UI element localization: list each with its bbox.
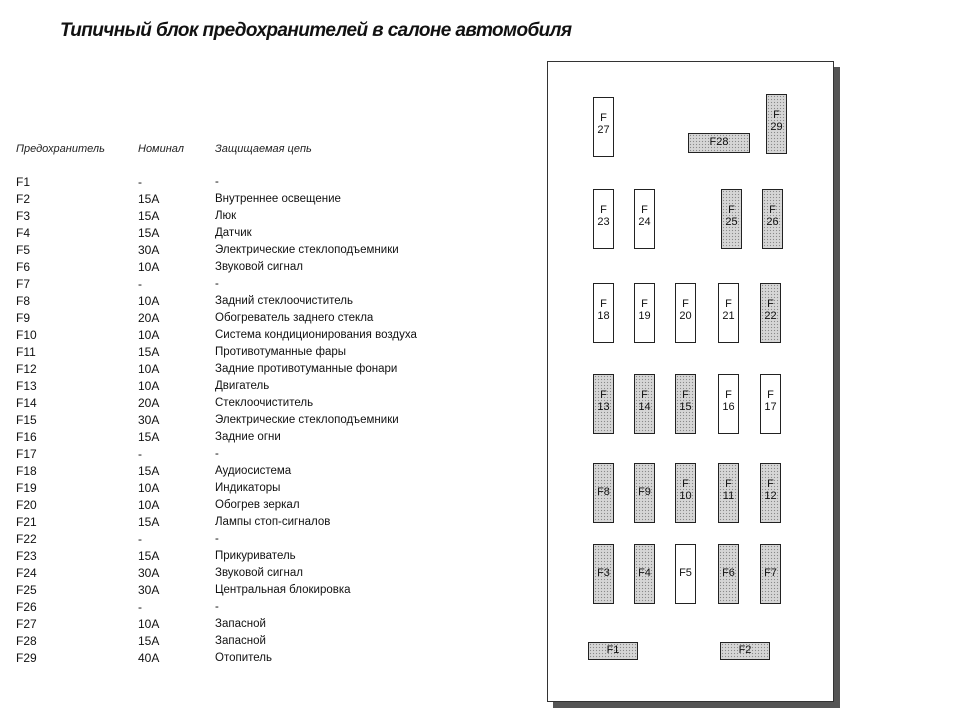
fuse-f11[interactable]: F 11 bbox=[718, 463, 739, 523]
fuse-f10[interactable]: F 10 bbox=[675, 463, 696, 523]
row-circuit: Люк bbox=[215, 210, 237, 222]
row-rating: 40A bbox=[138, 651, 160, 665]
row-circuit: Электрические стеклоподъемники bbox=[215, 414, 399, 426]
table-row bbox=[16, 464, 516, 481]
row-rating: 10A bbox=[138, 328, 160, 342]
row-circuit: Система кондиционирования воздуха bbox=[215, 329, 417, 341]
table-row bbox=[16, 209, 516, 226]
table-row bbox=[16, 498, 516, 515]
row-id: F12 bbox=[16, 362, 37, 376]
row-id: F17 bbox=[16, 447, 37, 461]
fuse-f20[interactable]: F 20 bbox=[675, 283, 696, 343]
row-rating: 30A bbox=[138, 583, 160, 597]
fuse-f4[interactable]: F4 bbox=[634, 544, 655, 604]
header-fuse: Предохранитель bbox=[16, 143, 105, 155]
table-row bbox=[16, 226, 516, 243]
page-title: Типичный блок предохранителей в салоне автомобиля bbox=[60, 20, 572, 41]
fuse-f3[interactable]: F3 bbox=[593, 544, 614, 604]
row-id: F16 bbox=[16, 430, 37, 444]
row-circuit: Запасной bbox=[215, 618, 266, 630]
fuse-f26[interactable]: F 26 bbox=[762, 189, 783, 249]
row-rating: 15A bbox=[138, 345, 160, 359]
row-id: F9 bbox=[16, 311, 31, 325]
row-circuit: Стеклоочиститель bbox=[215, 397, 314, 409]
table-row bbox=[16, 328, 516, 345]
row-circuit: Прикуриватель bbox=[215, 550, 296, 562]
table-row bbox=[16, 413, 516, 430]
row-rating: - bbox=[138, 175, 142, 189]
row-circuit: Задние огни bbox=[215, 431, 281, 443]
row-rating: 30A bbox=[138, 413, 160, 427]
row-id: F2 bbox=[16, 192, 31, 206]
row-rating: 15A bbox=[138, 464, 160, 478]
table-row bbox=[16, 617, 516, 634]
row-circuit: Электрические стеклоподъемники bbox=[215, 244, 399, 256]
row-id: F5 bbox=[16, 243, 31, 257]
row-circuit: Задние противотуманные фонари bbox=[215, 363, 398, 375]
table-row bbox=[16, 260, 516, 277]
row-rating: 15A bbox=[138, 515, 160, 529]
row-id: F22 bbox=[16, 532, 37, 546]
row-rating: 10A bbox=[138, 498, 160, 512]
table-row bbox=[16, 362, 516, 379]
table-row bbox=[16, 243, 516, 260]
row-rating: - bbox=[138, 532, 142, 546]
row-circuit: Задний стеклоочиститель bbox=[215, 295, 353, 307]
row-id: F8 bbox=[16, 294, 31, 308]
table-row bbox=[16, 345, 516, 362]
fuse-f2[interactable]: F2 bbox=[720, 642, 770, 660]
fuse-f27[interactable]: F 27 bbox=[593, 97, 614, 157]
row-rating: 15A bbox=[138, 549, 160, 563]
fuse-f8[interactable]: F8 bbox=[593, 463, 614, 523]
row-circuit: - bbox=[215, 448, 219, 460]
row-rating: 10A bbox=[138, 379, 160, 393]
row-id: F3 bbox=[16, 209, 31, 223]
fuse-f24[interactable]: F 24 bbox=[634, 189, 655, 249]
row-circuit: Датчик bbox=[215, 227, 252, 239]
fuse-f29[interactable]: F 29 bbox=[766, 94, 787, 154]
table-row bbox=[16, 379, 516, 396]
fuse-f15[interactable]: F 15 bbox=[675, 374, 696, 434]
row-rating: 30A bbox=[138, 243, 160, 257]
row-circuit: Звуковой сигнал bbox=[215, 261, 303, 273]
table-row bbox=[16, 532, 516, 549]
row-rating: 30A bbox=[138, 566, 160, 580]
row-rating: - bbox=[138, 447, 142, 461]
row-id: F23 bbox=[16, 549, 37, 563]
row-circuit: Аудиосистема bbox=[215, 465, 292, 477]
row-rating: - bbox=[138, 277, 142, 291]
row-rating: 15A bbox=[138, 430, 160, 444]
row-circuit: - bbox=[215, 533, 219, 545]
row-id: F19 bbox=[16, 481, 37, 495]
row-circuit: Обогрев зеркал bbox=[215, 499, 300, 511]
row-rating: 15A bbox=[138, 209, 160, 223]
row-id: F6 bbox=[16, 260, 31, 274]
table-row bbox=[16, 396, 516, 413]
row-id: F24 bbox=[16, 566, 37, 580]
table-row bbox=[16, 311, 516, 328]
table-row bbox=[16, 600, 516, 617]
row-rating: - bbox=[138, 600, 142, 614]
row-circuit: Запасной bbox=[215, 635, 266, 647]
table-row bbox=[16, 447, 516, 464]
table-row bbox=[16, 583, 516, 600]
fuse-f14[interactable]: F 14 bbox=[634, 374, 655, 434]
fuse-f25[interactable]: F 25 bbox=[721, 189, 742, 249]
fuse-f22[interactable]: F 22 bbox=[760, 283, 781, 343]
row-id: F4 bbox=[16, 226, 31, 240]
fuse-box-diagram bbox=[547, 61, 834, 702]
row-id: F20 bbox=[16, 498, 37, 512]
row-id: F7 bbox=[16, 277, 31, 291]
row-rating: 10A bbox=[138, 362, 160, 376]
row-circuit: Звуковой сигнал bbox=[215, 567, 303, 579]
row-rating: 20A bbox=[138, 396, 160, 410]
fuse-f23[interactable]: F 23 bbox=[593, 189, 614, 249]
fuse-f7[interactable]: F7 bbox=[760, 544, 781, 604]
header-circuit: Защищаемая цепь bbox=[215, 143, 312, 155]
row-circuit: Обогреватель заднего стекла bbox=[215, 312, 374, 324]
fuse-f12[interactable]: F 12 bbox=[760, 463, 781, 523]
row-id: F11 bbox=[16, 345, 36, 359]
fuse-f19[interactable]: F 19 bbox=[634, 283, 655, 343]
row-rating: 15A bbox=[138, 192, 160, 206]
table-row bbox=[16, 549, 516, 566]
table-row bbox=[16, 294, 516, 311]
fuse-f5[interactable]: F5 bbox=[675, 544, 696, 604]
table-row bbox=[16, 277, 516, 294]
row-id: F13 bbox=[16, 379, 37, 393]
row-id: F29 bbox=[16, 651, 37, 665]
row-rating: 15A bbox=[138, 634, 160, 648]
row-id: F14 bbox=[16, 396, 37, 410]
table-row bbox=[16, 175, 516, 192]
row-circuit: Противотуманные фары bbox=[215, 346, 347, 358]
row-circuit: Индикаторы bbox=[215, 482, 281, 494]
row-id: F10 bbox=[16, 328, 37, 342]
row-id: F25 bbox=[16, 583, 37, 597]
row-id: F26 bbox=[16, 600, 37, 614]
row-circuit: - bbox=[215, 278, 219, 290]
row-id: F27 bbox=[16, 617, 37, 631]
fuse-f18[interactable]: F 18 bbox=[593, 283, 614, 343]
row-id: F1 bbox=[16, 175, 31, 189]
fuse-f1[interactable]: F1 bbox=[588, 642, 638, 660]
table-row bbox=[16, 566, 516, 583]
row-rating: 20A bbox=[138, 311, 160, 325]
row-id: F21 bbox=[16, 515, 37, 529]
row-circuit: - bbox=[215, 176, 219, 188]
table-row bbox=[16, 192, 516, 209]
row-rating: 10A bbox=[138, 260, 160, 274]
fuse-f9[interactable]: F9 bbox=[634, 463, 655, 523]
table-row bbox=[16, 651, 516, 668]
table-row bbox=[16, 430, 516, 447]
row-id: F15 bbox=[16, 413, 37, 427]
fuse-f28[interactable]: F28 bbox=[688, 133, 750, 153]
fuse-f17[interactable]: F 17 bbox=[760, 374, 781, 434]
row-id: F28 bbox=[16, 634, 37, 648]
row-circuit: Центральная блокировка bbox=[215, 584, 351, 596]
fuse-table bbox=[16, 175, 516, 668]
table-row bbox=[16, 481, 516, 498]
row-circuit: Двигатель bbox=[215, 380, 270, 392]
row-rating: 15A bbox=[138, 226, 160, 240]
fuse-f13[interactable]: F 13 bbox=[593, 374, 614, 434]
header-rating: Номинал bbox=[138, 143, 184, 155]
row-circuit: Отопитель bbox=[215, 652, 272, 664]
row-rating: 10A bbox=[138, 481, 160, 495]
row-circuit: - bbox=[215, 601, 219, 613]
fuse-f16[interactable]: F 16 bbox=[718, 374, 739, 434]
row-rating: 10A bbox=[138, 294, 160, 308]
row-circuit: Лампы стоп-сигналов bbox=[215, 516, 331, 528]
row-circuit: Внутреннее освещение bbox=[215, 193, 341, 205]
fuse-f6[interactable]: F6 bbox=[718, 544, 739, 604]
row-id: F18 bbox=[16, 464, 37, 478]
table-row bbox=[16, 515, 516, 532]
fuse-f21[interactable]: F 21 bbox=[718, 283, 739, 343]
row-rating: 10A bbox=[138, 617, 160, 631]
table-row bbox=[16, 634, 516, 651]
